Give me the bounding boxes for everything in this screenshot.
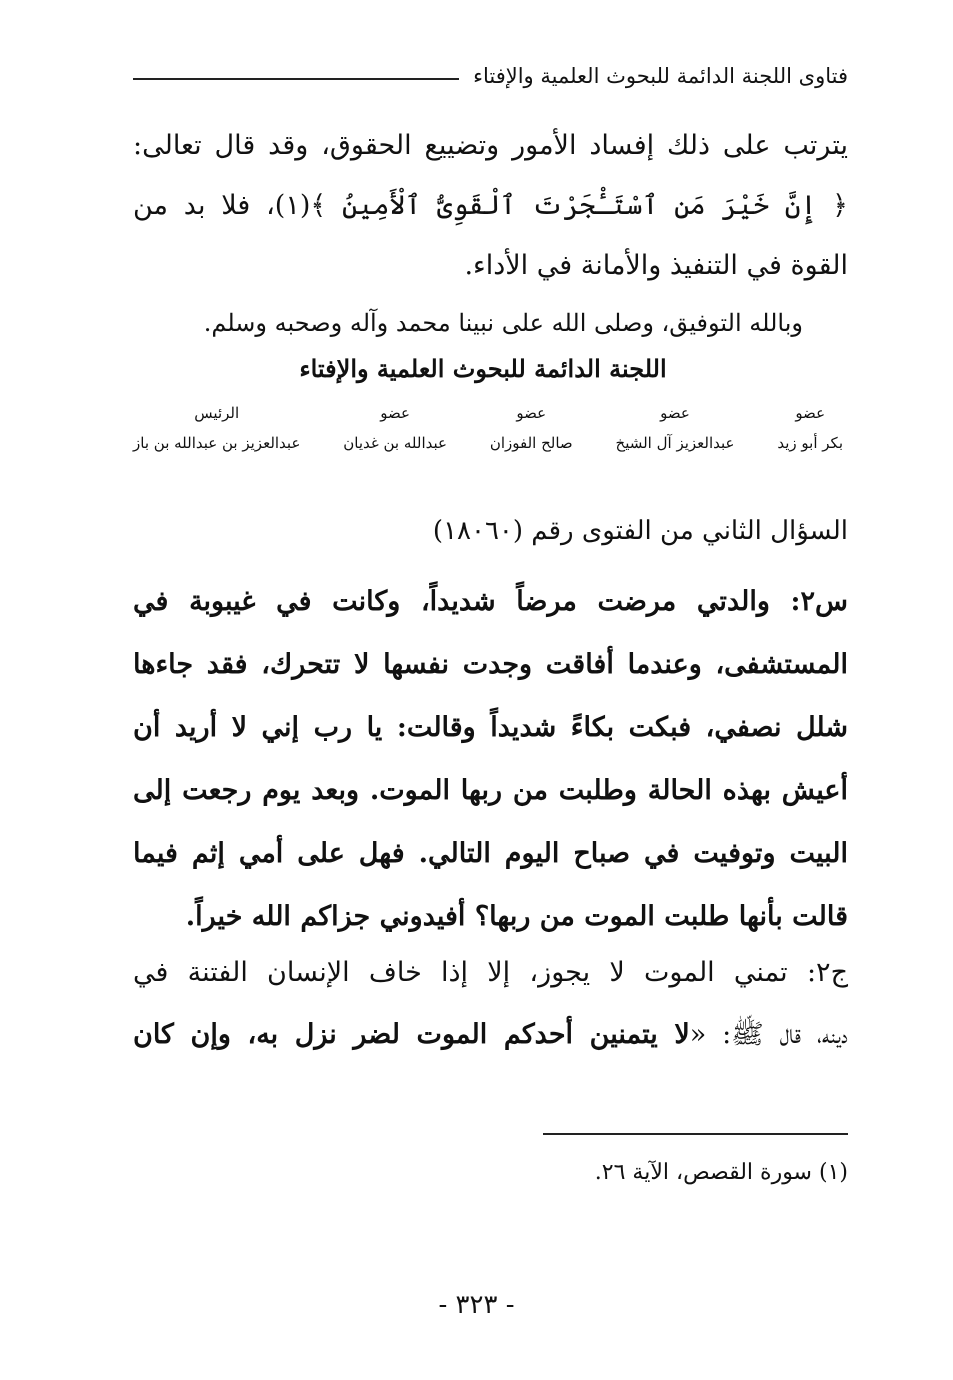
signature-role: عضو: [795, 404, 826, 422]
signature-role: الرئيس: [194, 404, 240, 422]
signature: [490, 398, 573, 458]
question-line: قالت بأنها طلبت الموت من ربها؟ أفيدوني جزاكم الله خيراً.: [185, 901, 848, 932]
question-line: أعيش بهذه الحالة وطلبت من ربها الموت. وبعد يوم رجعت إلى: [133, 775, 848, 806]
answer-line: ج٢: تمني الموت لا يجوز، إلا إذا خاف الإنسان الفتنة في: [133, 957, 848, 988]
footnote-rule: [543, 1133, 848, 1135]
signature-role: عضو: [660, 404, 690, 422]
running-header: [133, 58, 848, 94]
signature-role: عضو: [380, 404, 410, 422]
question-line: البيت وتوفيت في صباح اليوم التالي. فهل على أمي إثم فيما: [133, 838, 848, 869]
signature: [343, 398, 447, 458]
answer-paragraph: [133, 942, 848, 1066]
signature-name: عبدالعزيز آل الشيخ: [615, 434, 735, 452]
signature-name: بكر أبو زيد: [777, 434, 843, 452]
question-heading: السؤال الثاني من الفتوى رقم (١٨٠٦٠): [432, 516, 848, 546]
question-paragraph: [133, 570, 848, 948]
question-line: س٢: والدتي مرضت مرضاً شديداً، وكانت في غيبوبة في: [133, 586, 848, 617]
header-title: فتاوى اللجنة الدائمة للبحوث العلمية والإفتاء: [473, 64, 848, 88]
question-line: شلل نصفي، فبكت بكاءً شديداً وقالت: يا رب إني لا أريد أن: [133, 712, 848, 743]
signature-name: عبدالعزيز بن عبدالله بن باز: [133, 434, 301, 452]
answer-text: دينه، قال ﷺ: «: [689, 1019, 848, 1050]
hadith-quote: لا يتمنين أحدكم الموت لضر نزل به، وإن كان: [133, 1019, 690, 1050]
intro-line: القوة في التنفيذ والأمانة في الأداء.: [464, 250, 848, 281]
signature: [616, 398, 735, 458]
footnote: (١) سورة القصص، الآية ٢٦.: [594, 1160, 848, 1185]
intro-line: يترتب على ذلك إفساد الأمور وتضييع الحقوق، وقد قال تعالى:: [133, 130, 848, 161]
signature-name: صالح الفوزان: [489, 434, 573, 452]
intro-paragraph: [133, 116, 848, 296]
header-rule: [133, 78, 459, 80]
signatures-row: [133, 398, 843, 458]
page-number: - ٣٢٣ -: [438, 1290, 515, 1320]
committee-name: اللجنة الدائمة للبحوث العلمية والإفتاء: [299, 354, 667, 383]
signature-name: عبدالله بن غديان: [343, 434, 447, 452]
signature-role: عضو: [516, 404, 547, 422]
intro-line: ﴿ إِنَّ خَيْرَ مَنِ ٱسْتَـْٔجَرْتَ ٱلْقَوِىُّ ٱلْأَمِينُ ﴾(١)، فلا بد من: [133, 190, 849, 221]
signature: [777, 398, 843, 458]
signature: [133, 398, 300, 458]
answer-line: [133, 1004, 848, 1066]
closing-formula: وبالله التوفيق، وصلى الله على نبينا محمد وآله وصحبه وسلم.: [203, 309, 803, 337]
question-line: المستشفى، وعندما أفاقت وجدت نفسها لا تتحرك، فقد جاءها: [133, 649, 848, 680]
